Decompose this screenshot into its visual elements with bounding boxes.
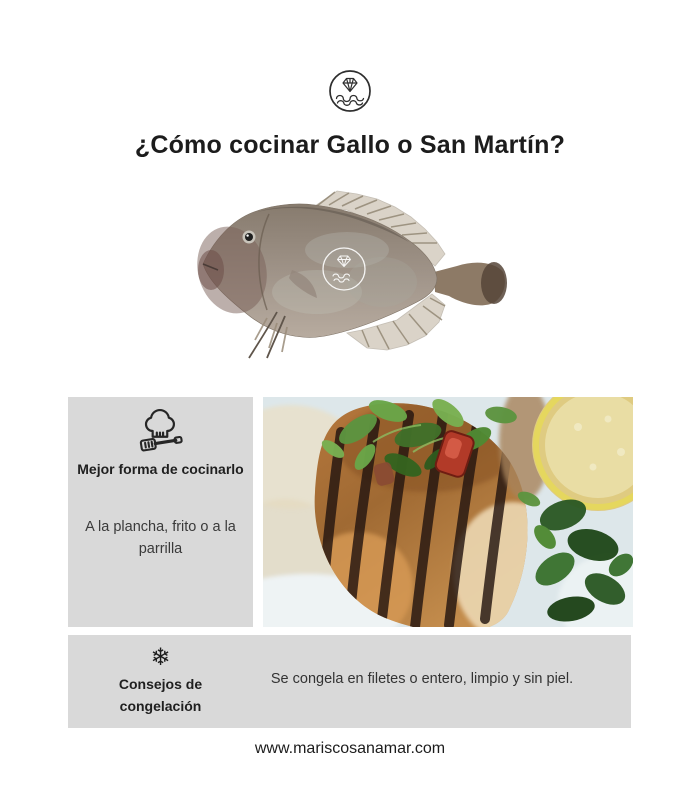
freezing-card-header [68, 635, 253, 728]
snowflake-icon: ❄ [150, 643, 171, 671]
cooking-card-title: Mejor forma de cocinarlo [77, 461, 244, 477]
diamond-over-waves-icon [328, 69, 372, 113]
brand-logo [328, 69, 372, 113]
page-title: ¿Cómo cocinar Gallo o San Martín? [134, 131, 566, 159]
footer [0, 740, 700, 758]
fish-image [197, 190, 507, 360]
grilled-fish-photo [263, 397, 633, 627]
freezing-card-body: Se congela en filetes o entero, limpio y sin piel. [270, 670, 574, 687]
freezing-advice-card [68, 635, 631, 728]
footer-website-link[interactable]: www.mariscosanamar.com [254, 740, 446, 757]
john-dory-fish-illustration [197, 190, 507, 360]
cooking-card-body: A la plancha, frito o a la parrilla [85, 519, 236, 557]
freezing-card-title: Consejos de congelación [118, 675, 203, 714]
cooking-method-card [68, 397, 253, 627]
chef-hat-spatula-icon [136, 406, 186, 456]
